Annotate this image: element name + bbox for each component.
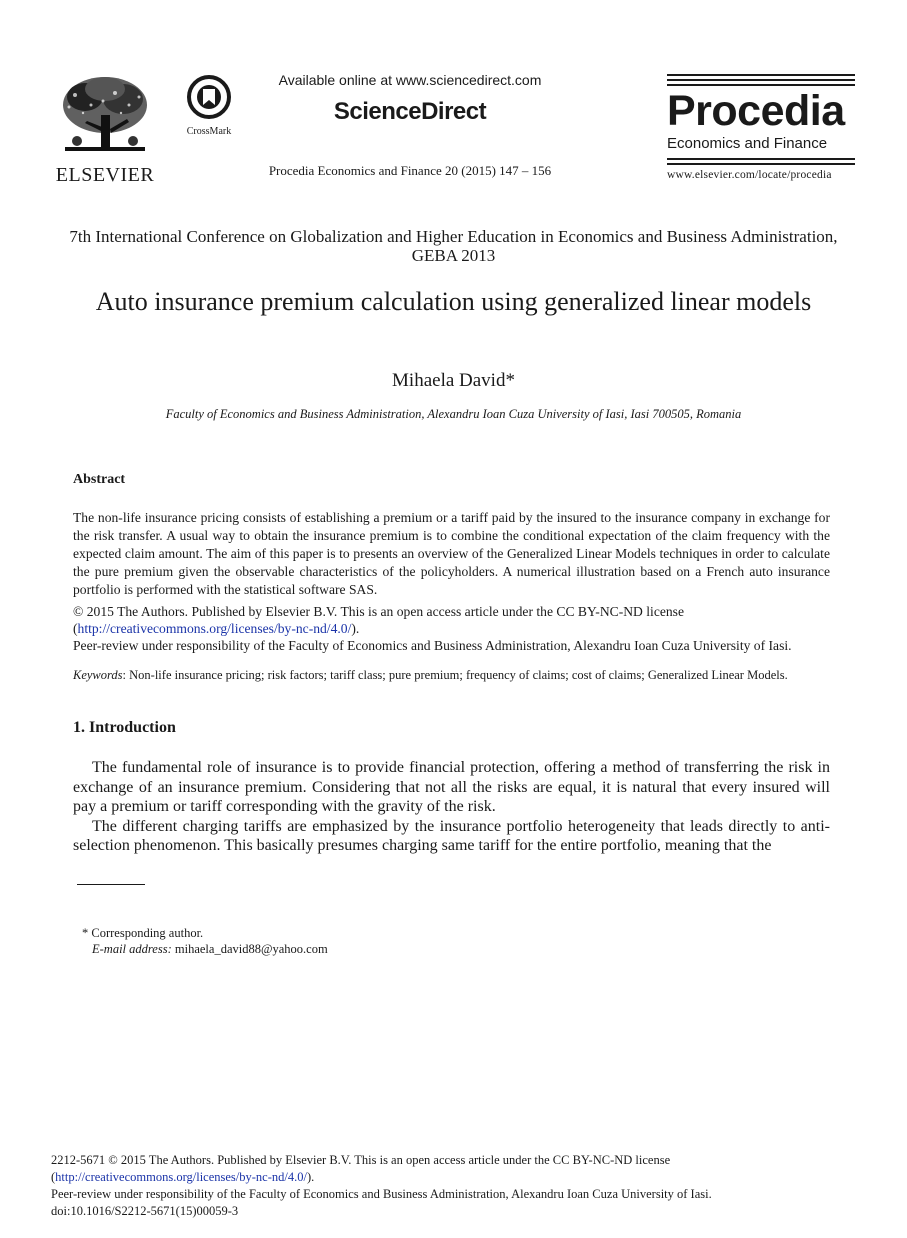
bottom-license-link[interactable]: http://creativecommons.org/licenses/by-nc-nd/4.0/ (55, 1170, 307, 1184)
corresponding-author-note: * Corresponding author. (82, 926, 204, 940)
procedia-rule (667, 79, 855, 81)
crossmark-label: CrossMark (186, 126, 232, 137)
bottom-peer-review: Peer-review under responsibility of the Faculty of Economics and Business Administration, Alexandru Ioan Cuza University of Iasi. (51, 1187, 712, 1201)
procedia-rule (667, 84, 855, 86)
introduction-paragraph: The different charging tariffs are emphasized by the insurance portfolio heterogeneity that leads directly to anti-selection phenomenon. This basically presumes charging same tariff for the entire portfolio, meaning that the (73, 817, 830, 854)
bottom-license-open: ( (51, 1170, 56, 1184)
license-link-line (73, 620, 830, 637)
license-open: ( (73, 621, 78, 636)
procedia-rule (667, 74, 855, 76)
abstract-text: The non-life insurance pricing consists of establishing a premium or a tariff paid by the insured to the insurance company in exchange for the risk transfer. A usual way to obtain the insurance premium is to combine the conditional expectation of the claim frequency with the expected claim amount. The aim of this paper is to presents an overview of the Generalized Linear Models techniques in order to calculate the pure premium given the observable characteristics of the policyholders. A numerical illustration based on a French auto insurance portfolio is performed with the statistical software SAS. (73, 510, 830, 597)
introduction-heading: 1. Introduction (73, 719, 176, 736)
procedia-url[interactable]: www.elsevier.com/locate/procedia (667, 169, 832, 181)
introduction-paragraph: The fundamental role of insurance is to provide financial protection, offering a method of transferring the risk in exchange of an insurance premium. Considering that not all the risks are equal, it is natural that every insured will pay a premium or tariff corresponding with the gravity of the risk. (73, 759, 830, 815)
procedia-subtitle: Economics and Finance (667, 135, 828, 152)
conference-name: 7th International Conference on Globalization and Higher Education in Economics and Business Administration, GEBA 2013 (69, 227, 838, 265)
procedia-rule (667, 163, 855, 165)
available-online-text: Available online at www.sciencedirect.com (278, 72, 542, 88)
bottom-publication-info (51, 1152, 851, 1220)
bottom-license-close: ). (306, 1170, 315, 1184)
peer-review-line: Peer-review under responsibility of the Faculty of Economics and Business Administration, Alexandru Ioan Cuza University of Iasi. (73, 638, 792, 653)
journal-reference: Procedia Economics and Finance 20 (2015) 147 – 156 (268, 163, 552, 178)
elsevier-logo (55, 75, 155, 187)
author-name: Mihaela David* (392, 370, 515, 391)
email-line (82, 941, 582, 957)
procedia-logo (667, 74, 855, 181)
procedia-rule (667, 158, 855, 160)
introduction-body (73, 758, 830, 856)
license-block (73, 603, 830, 654)
keywords (73, 667, 830, 684)
elsevier-tree-icon (55, 75, 155, 157)
doi[interactable]: doi:10.1016/S2212-5671(15)00059-3 (51, 1204, 239, 1218)
footnote (82, 925, 582, 957)
procedia-title: Procedia (667, 87, 845, 135)
crossmark-icon (187, 75, 231, 119)
email-label: E-mail address: (92, 942, 172, 956)
issn-line: 2212-5671 © 2015 The Authors. Published by Elsevier B.V. This is an open access article under the CC BY-NC-ND license (51, 1153, 671, 1167)
license-close: ). (351, 621, 360, 636)
bottom-license-line (51, 1169, 851, 1186)
email-address[interactable]: mihaela_david88@yahoo.com (171, 942, 328, 956)
paper-title: Auto insurance premium calculation using generalized linear models (95, 287, 812, 316)
sciencedirect-brand[interactable]: ScienceDirect (333, 98, 487, 125)
elsevier-wordmark: ELSEVIER (55, 164, 155, 186)
author-affiliation: Faculty of Economics and Business Administration, Alexandru Ioan Cuza University of Iasi, Iasi 700505, Romania (165, 407, 742, 421)
crossmark-badge[interactable] (178, 75, 240, 137)
footnote-rule (77, 884, 145, 885)
keywords-text: : Non-life insurance pricing; risk factors; tariff class; pure premium; frequency of claims; cost of claims; Generalized Linear Models. (122, 668, 788, 682)
license-link[interactable]: http://creativecommons.org/licenses/by-nc-nd/4.0/ (77, 621, 352, 636)
copyright-line: © 2015 The Authors. Published by Elsevier B.V. This is an open access article under the CC BY-NC-ND license (73, 604, 685, 619)
abstract-heading: Abstract (73, 472, 126, 487)
keywords-label: Keywords (73, 668, 123, 682)
